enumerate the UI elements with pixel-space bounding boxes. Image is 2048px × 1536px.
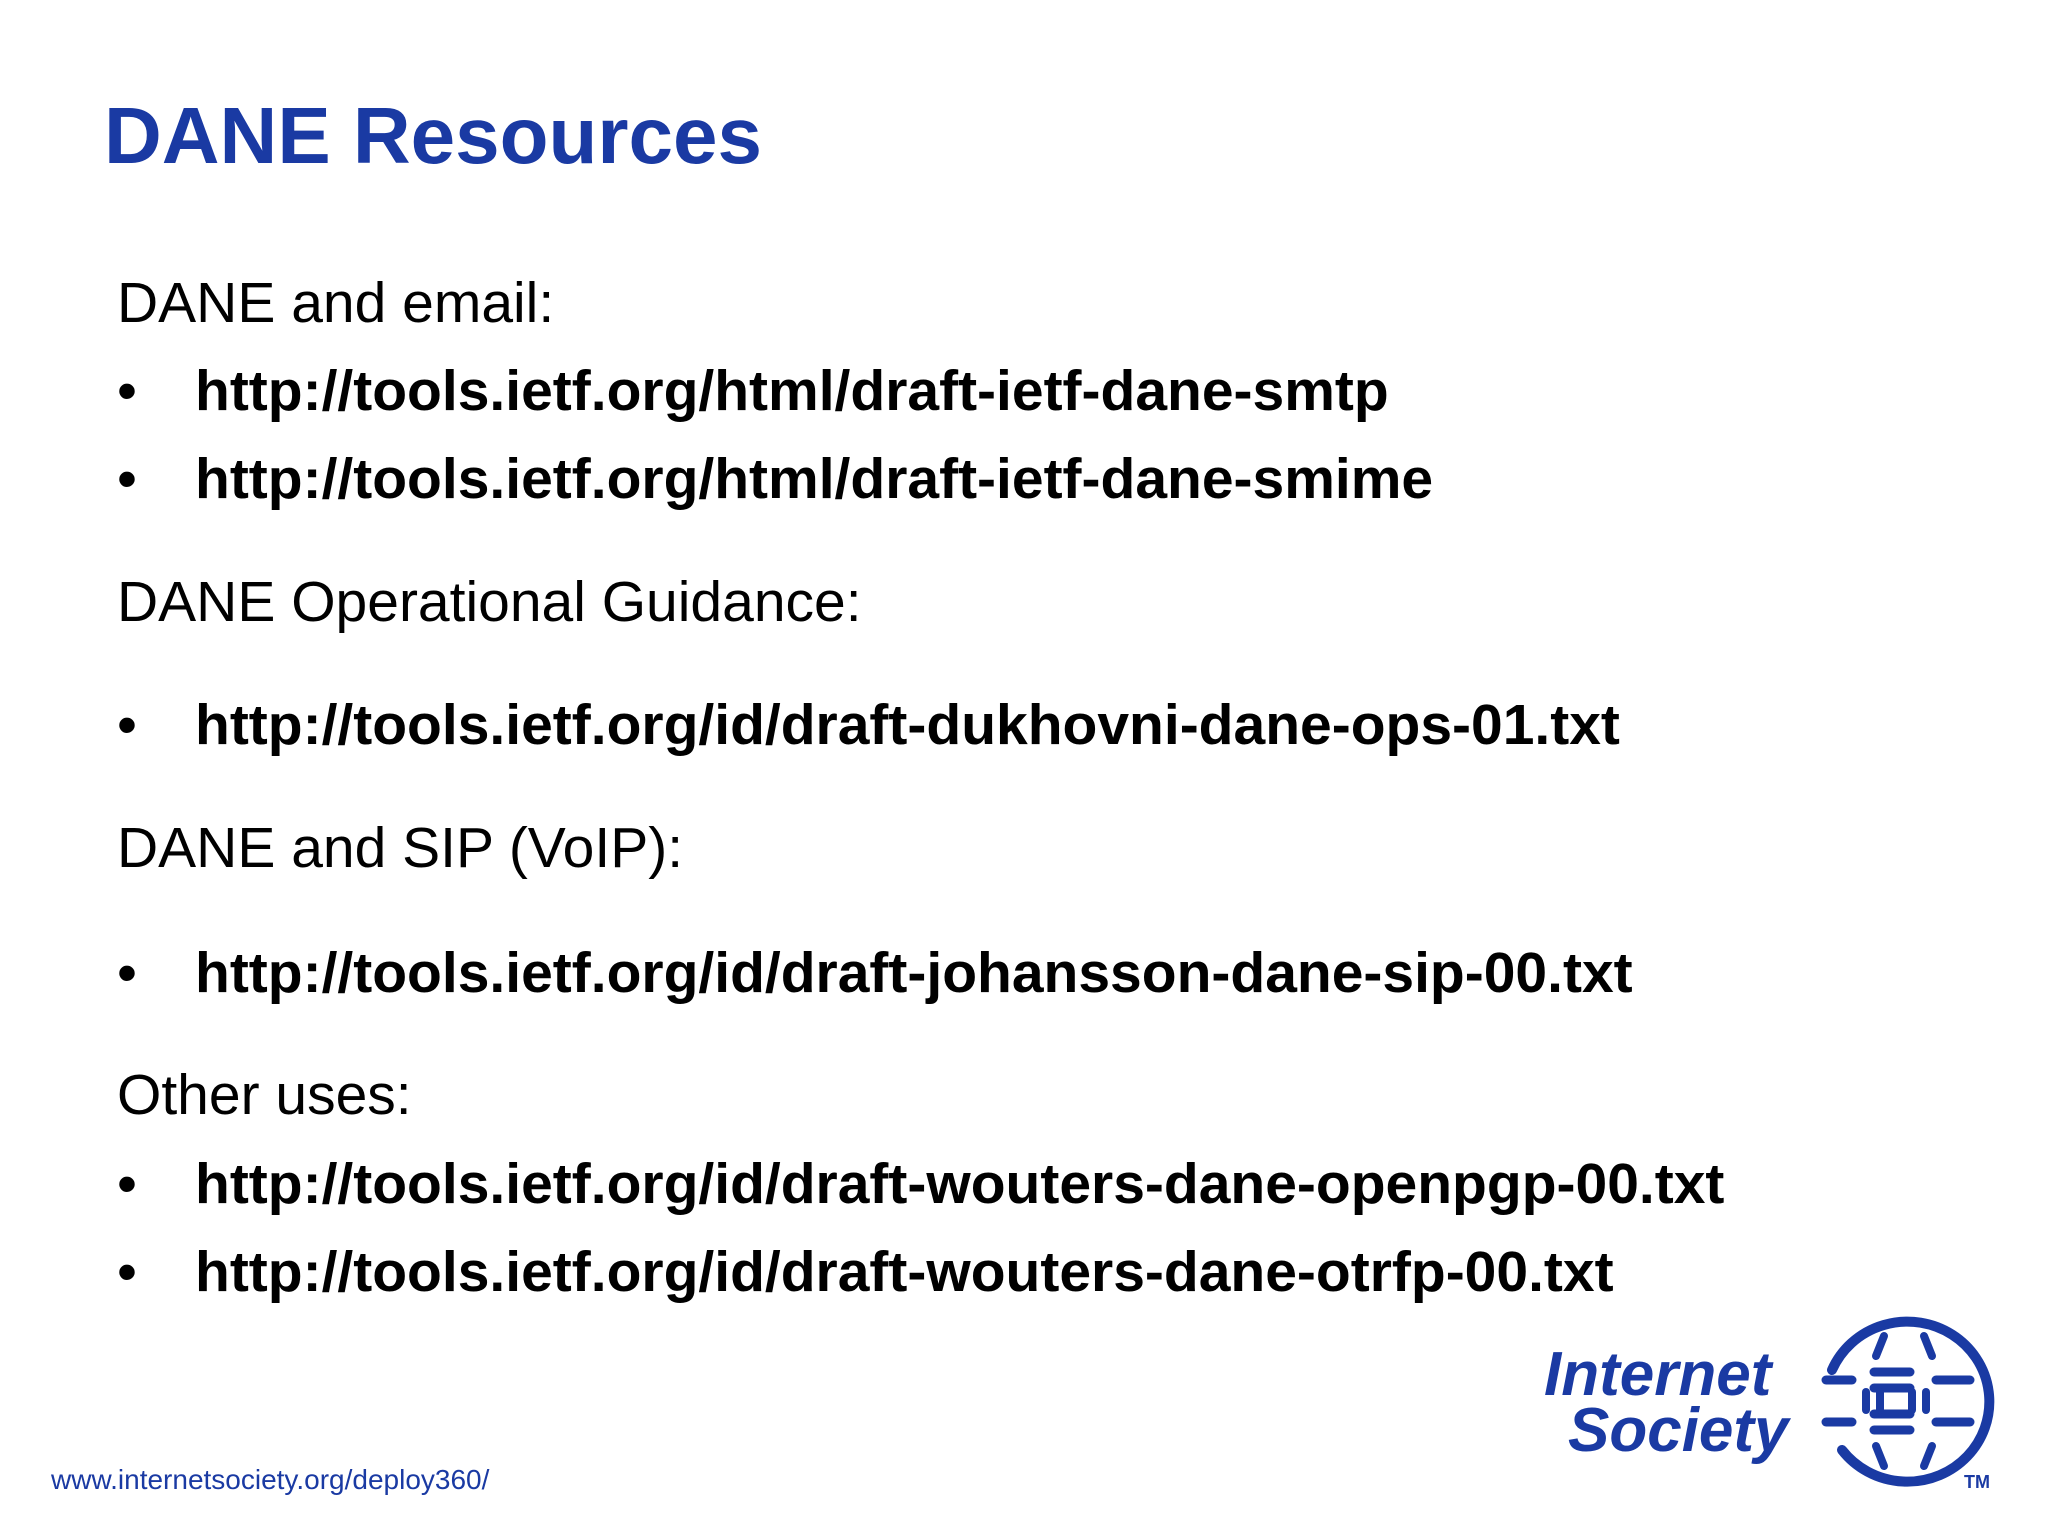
footer-url: www.internetsociety.org/deploy360/	[51, 1464, 490, 1495]
bullet-icon: •	[117, 447, 137, 511]
bullet-icon: •	[117, 941, 137, 1005]
logo-word-society: Society	[1568, 1396, 1789, 1465]
section-heading-sip: DANE and SIP (VoIP):	[117, 816, 684, 880]
internet-society-logo	[1540, 1300, 2010, 1500]
logo-word-internet: Internet	[1544, 1340, 1772, 1409]
resource-link-dane-openpgp[interactable]: http://tools.ietf.org/id/draft-wouters-dane-openpgp-00.txt	[195, 1152, 1725, 1216]
section-heading-email: DANE and email:	[117, 271, 555, 335]
bullet-icon: •	[117, 1240, 137, 1304]
section-heading-other: Other uses:	[117, 1063, 412, 1127]
resource-link-dane-smime[interactable]: http://tools.ietf.org/html/draft-ietf-dane-smime	[195, 447, 1434, 511]
resource-link-dane-sip[interactable]: http://tools.ietf.org/id/draft-johansson-dane-sip-00.txt	[195, 941, 1633, 1005]
bullet-icon: •	[117, 693, 137, 757]
resource-link-dane-smtp[interactable]: http://tools.ietf.org/html/draft-ietf-dane-smtp	[195, 359, 1389, 423]
bullet-icon: •	[117, 1152, 137, 1216]
resource-link-dane-ops[interactable]: http://tools.ietf.org/id/draft-dukhovni-dane-ops-01.txt	[195, 693, 1620, 757]
internet-society-globe-icon	[1812, 1310, 2002, 1490]
slide-title: DANE Resources	[104, 91, 763, 180]
resource-link-dane-otrfp[interactable]: http://tools.ietf.org/id/draft-wouters-dane-otrfp-00.txt	[195, 1240, 1614, 1304]
trademark-mark: TM	[1964, 1472, 1990, 1492]
bullet-icon: •	[117, 359, 137, 423]
section-heading-ops: DANE Operational Guidance:	[117, 570, 862, 634]
